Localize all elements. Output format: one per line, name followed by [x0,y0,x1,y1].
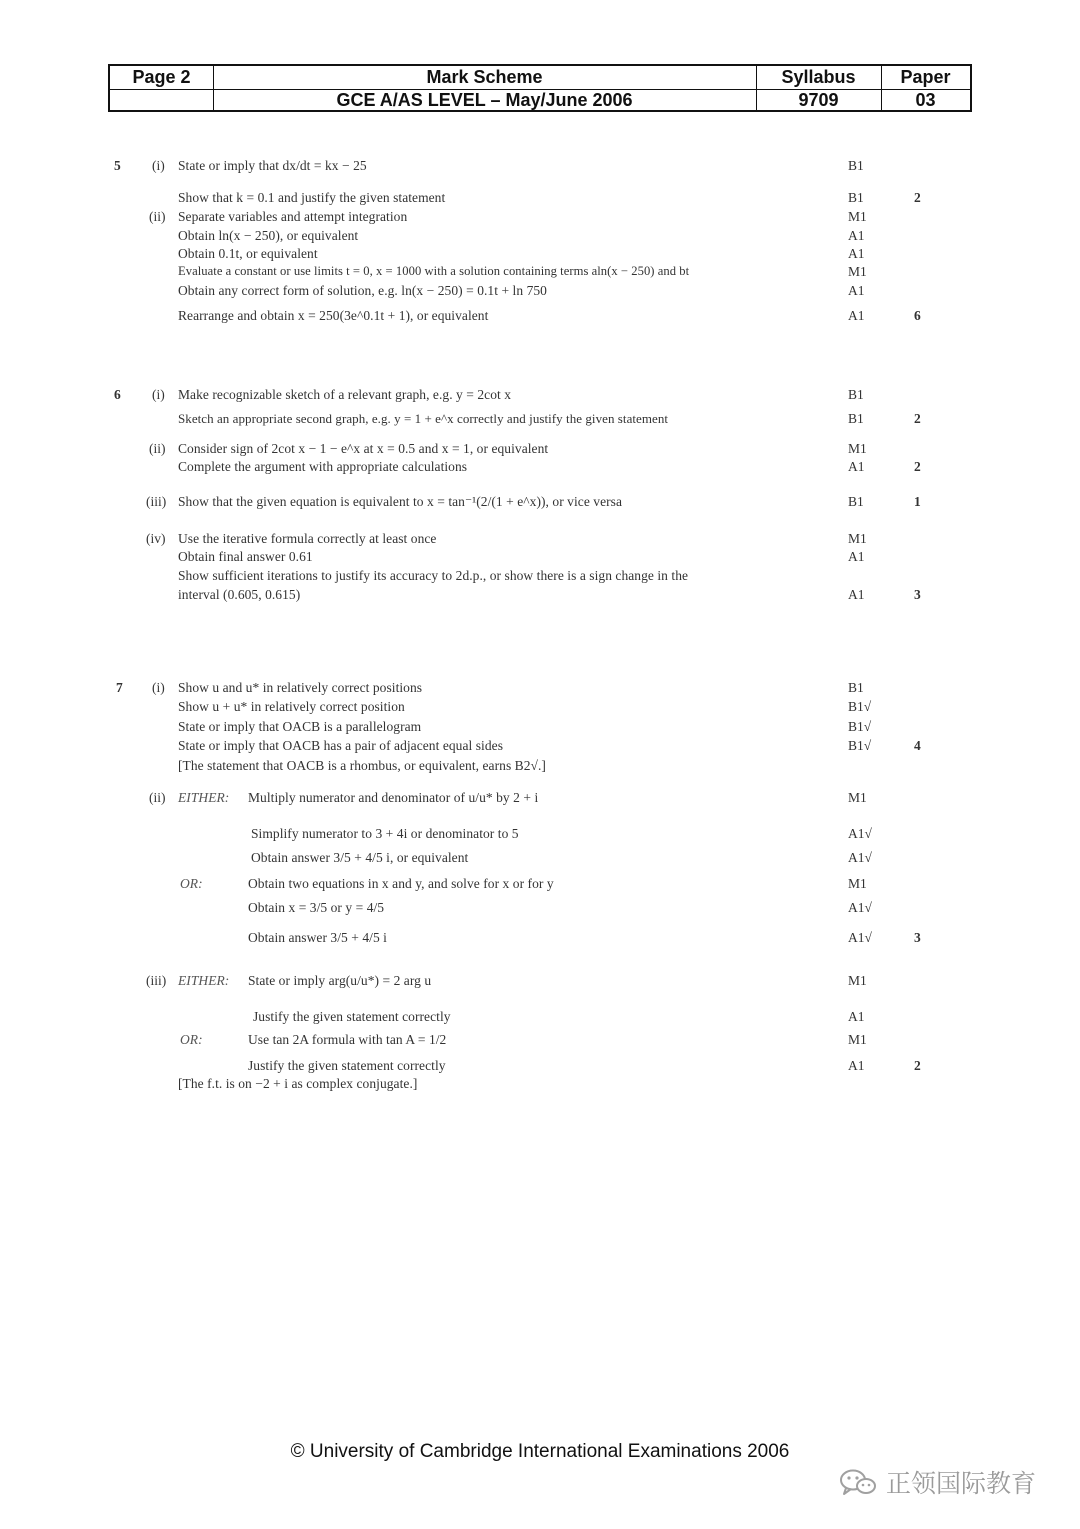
part-label: (ii) [149,441,166,456]
part-label: (ii) [149,790,166,805]
method-label: EITHER: [178,790,230,805]
exam-subtitle: GCE A/AS LEVEL – May/June 2006 [336,89,633,110]
mark-line: Justify the given statement correctly [248,1058,446,1073]
mark-code: B1 [848,190,864,205]
mark-code: B1√ [848,719,872,734]
mark-code: B1√ [848,699,872,714]
mark-code: A1√ [848,826,872,841]
mark-line: Separate variables and attempt integration [178,209,408,224]
mark-line: [The f.t. is on −2 + i as complex conjugate.] [178,1076,418,1091]
part-total: 4 [914,738,921,753]
part-total: 6 [914,308,921,323]
mark-code: A1√ [848,930,872,945]
paper-label: Paper [900,67,951,87]
paper-code: 03 [915,89,936,110]
mark-line: Rearrange and obtain x = 250(3e^0.1t + 1), or equivalent [178,308,489,323]
mark-code: A1 [848,549,865,564]
part-total: 2 [914,411,921,426]
part-label: (i) [152,158,165,173]
mark-line: Obtain x = 3/5 or y = 4/5 [248,900,385,915]
syllabus-label: Syllabus [781,67,856,87]
mark-line: Complete the argument with appropriate calculations [178,459,468,474]
watermark [838,1464,1036,1500]
part-total: 2 [914,459,921,474]
mark-code: M1 [848,1032,867,1047]
part-total: 2 [914,1058,921,1073]
part-label: (iii) [146,494,167,509]
question-number: 7 [116,680,123,695]
mark-line: Obtain 0.1t, or equivalent [178,246,318,261]
watermark-text: 正领国际教育 [886,1469,1037,1498]
part-label: (i) [152,387,165,402]
mark-code: M1 [848,531,867,546]
mark-line: Obtain ln(x − 250), or equivalent [178,228,359,243]
mark-line: Consider sign of 2cot x − 1 − e^x at x = 0.5 and x = 1, or equivalent [178,441,549,456]
mark-code: B1 [848,387,864,402]
mark-line: Obtain answer 3/5 + 4/5 i [248,930,387,945]
mark-code: A1 [848,308,865,323]
mark-line: Use tan 2A formula with tan A = 1/2 [248,1032,447,1047]
mark-code: A1√ [848,850,872,865]
mark-line: Make recognizable sketch of a relevant graph, e.g. y = 2cot x [178,387,512,402]
document-title: Mark Scheme [426,67,543,87]
question-number: 6 [114,387,121,402]
mark-code: B1 [848,411,864,426]
mark-code: B1 [848,494,864,509]
mark-line: Multiply numerator and denominator of u/u* by 2 + i [248,790,539,805]
method-label: OR: [180,1032,203,1047]
mark-line: Evaluate a constant or use limits t = 0, x = 1000 with a solution containing terms aln(x − 250) and bt [178,264,690,278]
mark-code: A1 [848,246,865,261]
header-table [108,64,972,112]
mark-line: interval (0.605, 0.615) [178,587,301,602]
mark-line: State or imply that OACB has a pair of adjacent equal sides [178,738,503,753]
method-label: OR: [180,876,203,891]
mark-code: B1 [848,680,864,695]
page-label: Page 2 [132,67,191,87]
mark-line: Show that k = 0.1 and justify the given statement [178,190,446,205]
mark-line: State or imply arg(u/u*) = 2 arg u [248,973,432,988]
mark-code: M1 [848,973,867,988]
syllabus-code: 9709 [798,89,839,110]
mark-line: State or imply that dx/dt = kx − 25 [178,158,367,173]
part-total: 2 [914,190,921,205]
mark-line: Obtain final answer 0.61 [178,549,313,564]
part-label: (ii) [149,209,166,224]
mark-code: M1 [848,209,867,224]
mark-line: Justify the given statement correctly [253,1009,451,1024]
mark-line: Sketch an appropriate second graph, e.g. y = 1 + e^x correctly and justify the given statement [178,411,669,426]
mark-line: Obtain any correct form of solution, e.g. ln(x − 250) = 0.1t + ln 750 [178,283,547,298]
mark-line: Simplify numerator to 3 + 4i or denominator to 5 [251,826,519,841]
copyright-footer: © University of Cambridge International Examinations 2006 [290,1441,790,1462]
mark-line: State or imply that OACB is a parallelogram [178,719,422,734]
mark-line: Obtain two equations in x and y, and solve for x or for y [248,876,554,891]
mark-code: M1 [848,876,867,891]
mark-code: M1 [848,790,867,805]
part-label: (iii) [146,973,167,988]
mark-code: B1 [848,158,864,173]
mark-line: Obtain answer 3/5 + 4/5 i, or equivalent [251,850,469,865]
mark-code: A1 [848,459,865,474]
mark-code: A1 [848,1009,865,1024]
mark-code: M1 [848,264,867,279]
mark-code: A1 [848,228,865,243]
mark-line: Show sufficient iterations to justify its accuracy to 2d.p., or show there is a sign change in the [178,568,689,583]
mark-line: Show u + u* in relatively correct position [178,699,405,714]
part-label: (iv) [146,531,166,546]
mark-code: A1 [848,283,865,298]
question-number: 5 [114,158,121,173]
wechat-logo-icon [838,1467,878,1497]
part-total: 3 [914,930,921,945]
part-label: (i) [152,680,165,695]
mark-line: Show u and u* in relatively correct positions [178,680,423,695]
mark-line: Use the iterative formula correctly at least once [178,531,437,546]
part-total: 1 [914,494,921,509]
mark-code: M1 [848,441,867,456]
part-total: 3 [914,587,921,602]
mark-code: A1 [848,1058,865,1073]
mark-code: A1√ [848,900,872,915]
mark-code: A1 [848,587,865,602]
mark-code: B1√ [848,738,872,753]
method-label: EITHER: [178,973,230,988]
mark-line: Show that the given equation is equivalent to x = tan⁻¹(2/(1 + e^x)), or vice versa [178,494,623,509]
mark-line: [The statement that OACB is a rhombus, or equivalent, earns B2√.] [178,758,546,773]
